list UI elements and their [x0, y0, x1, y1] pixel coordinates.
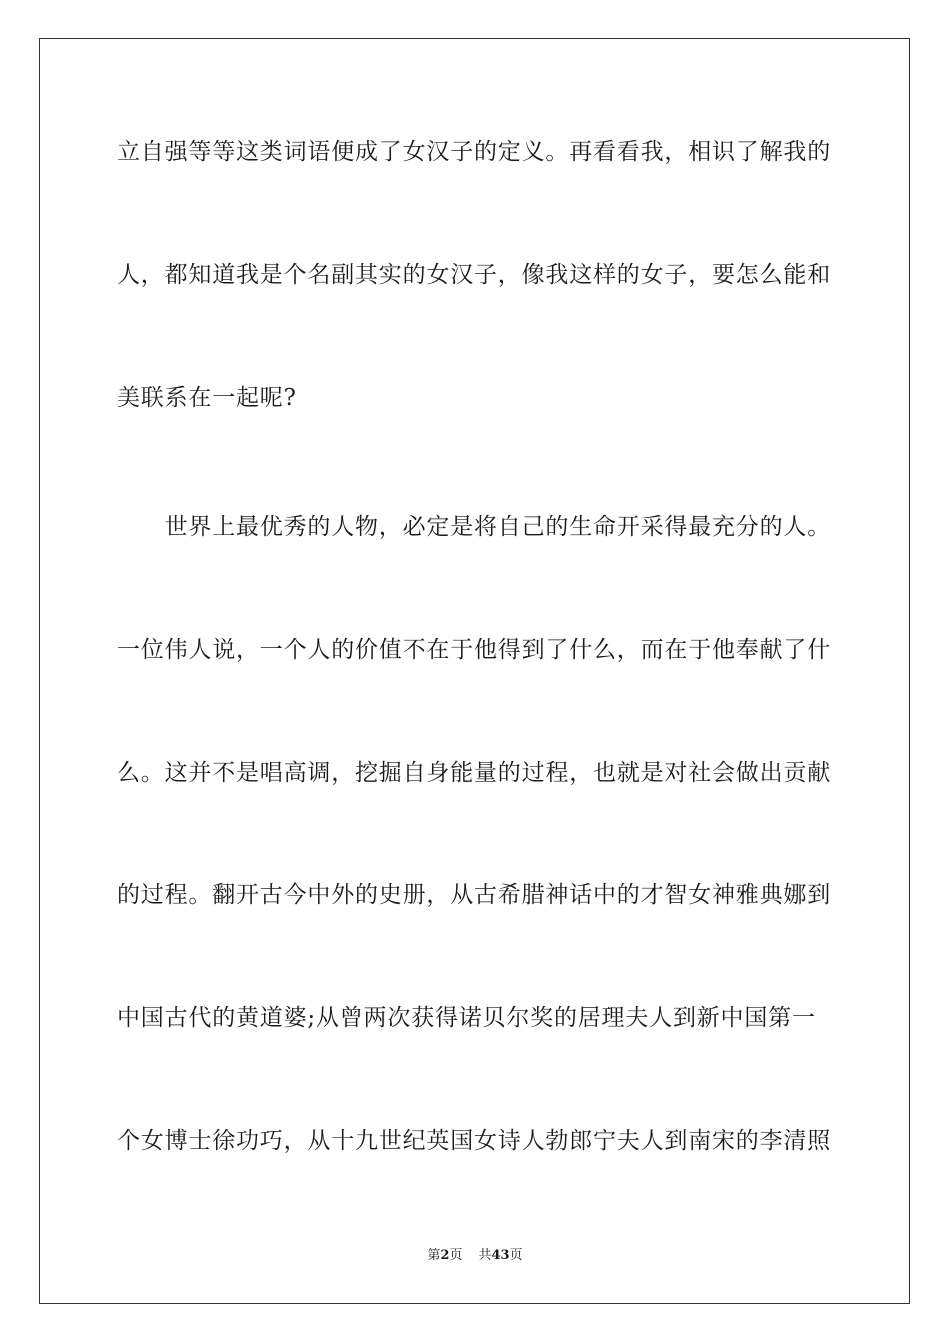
text-line-8: 中国古代的黄道婆;从曾两次获得诺贝尔奖的居理夫人到新中国第一 [117, 1005, 816, 1031]
footer-page-number: 2 [440, 1248, 450, 1263]
text-line-6: 么。这并不是唱高调，挖掘自身能量的过程，也就是对社会做出贡献 [117, 760, 831, 786]
footer-total-suffix: 页 [509, 1248, 523, 1263]
page-footer [0, 1247, 950, 1265]
text-line-9: 个女博士徐功巧，从十九世纪英国女诗人勃郎宁夫人到南宋的李清照 [117, 1128, 831, 1154]
page-border [39, 38, 910, 1304]
text-line-1: 立自强等等这类词语便成了女汉子的定义。再看看我，相识了解我的 [117, 139, 831, 165]
text-line-3: 美联系在一起呢? [117, 385, 297, 411]
footer-total-pages: 43 [491, 1248, 510, 1263]
footer-page-suffix: 页 [449, 1248, 463, 1263]
text-line-5: 一位伟人说，一个人的价值不在于他得到了什么，而在于他奉献了什 [117, 637, 831, 663]
footer-total-prefix: 共 [478, 1248, 492, 1263]
text-line-4: 世界上最优秀的人物，必定是将自己的生命开采得最充分的人。 [117, 514, 831, 540]
footer-page-prefix: 第 [427, 1248, 441, 1263]
text-line-2: 人，都知道我是个名副其实的女汉子，像我这样的女子，要怎么能和 [117, 262, 831, 288]
text-line-7: 的过程。翻开古今中外的史册，从古希腊神话中的才智女神雅典娜到 [117, 882, 831, 908]
